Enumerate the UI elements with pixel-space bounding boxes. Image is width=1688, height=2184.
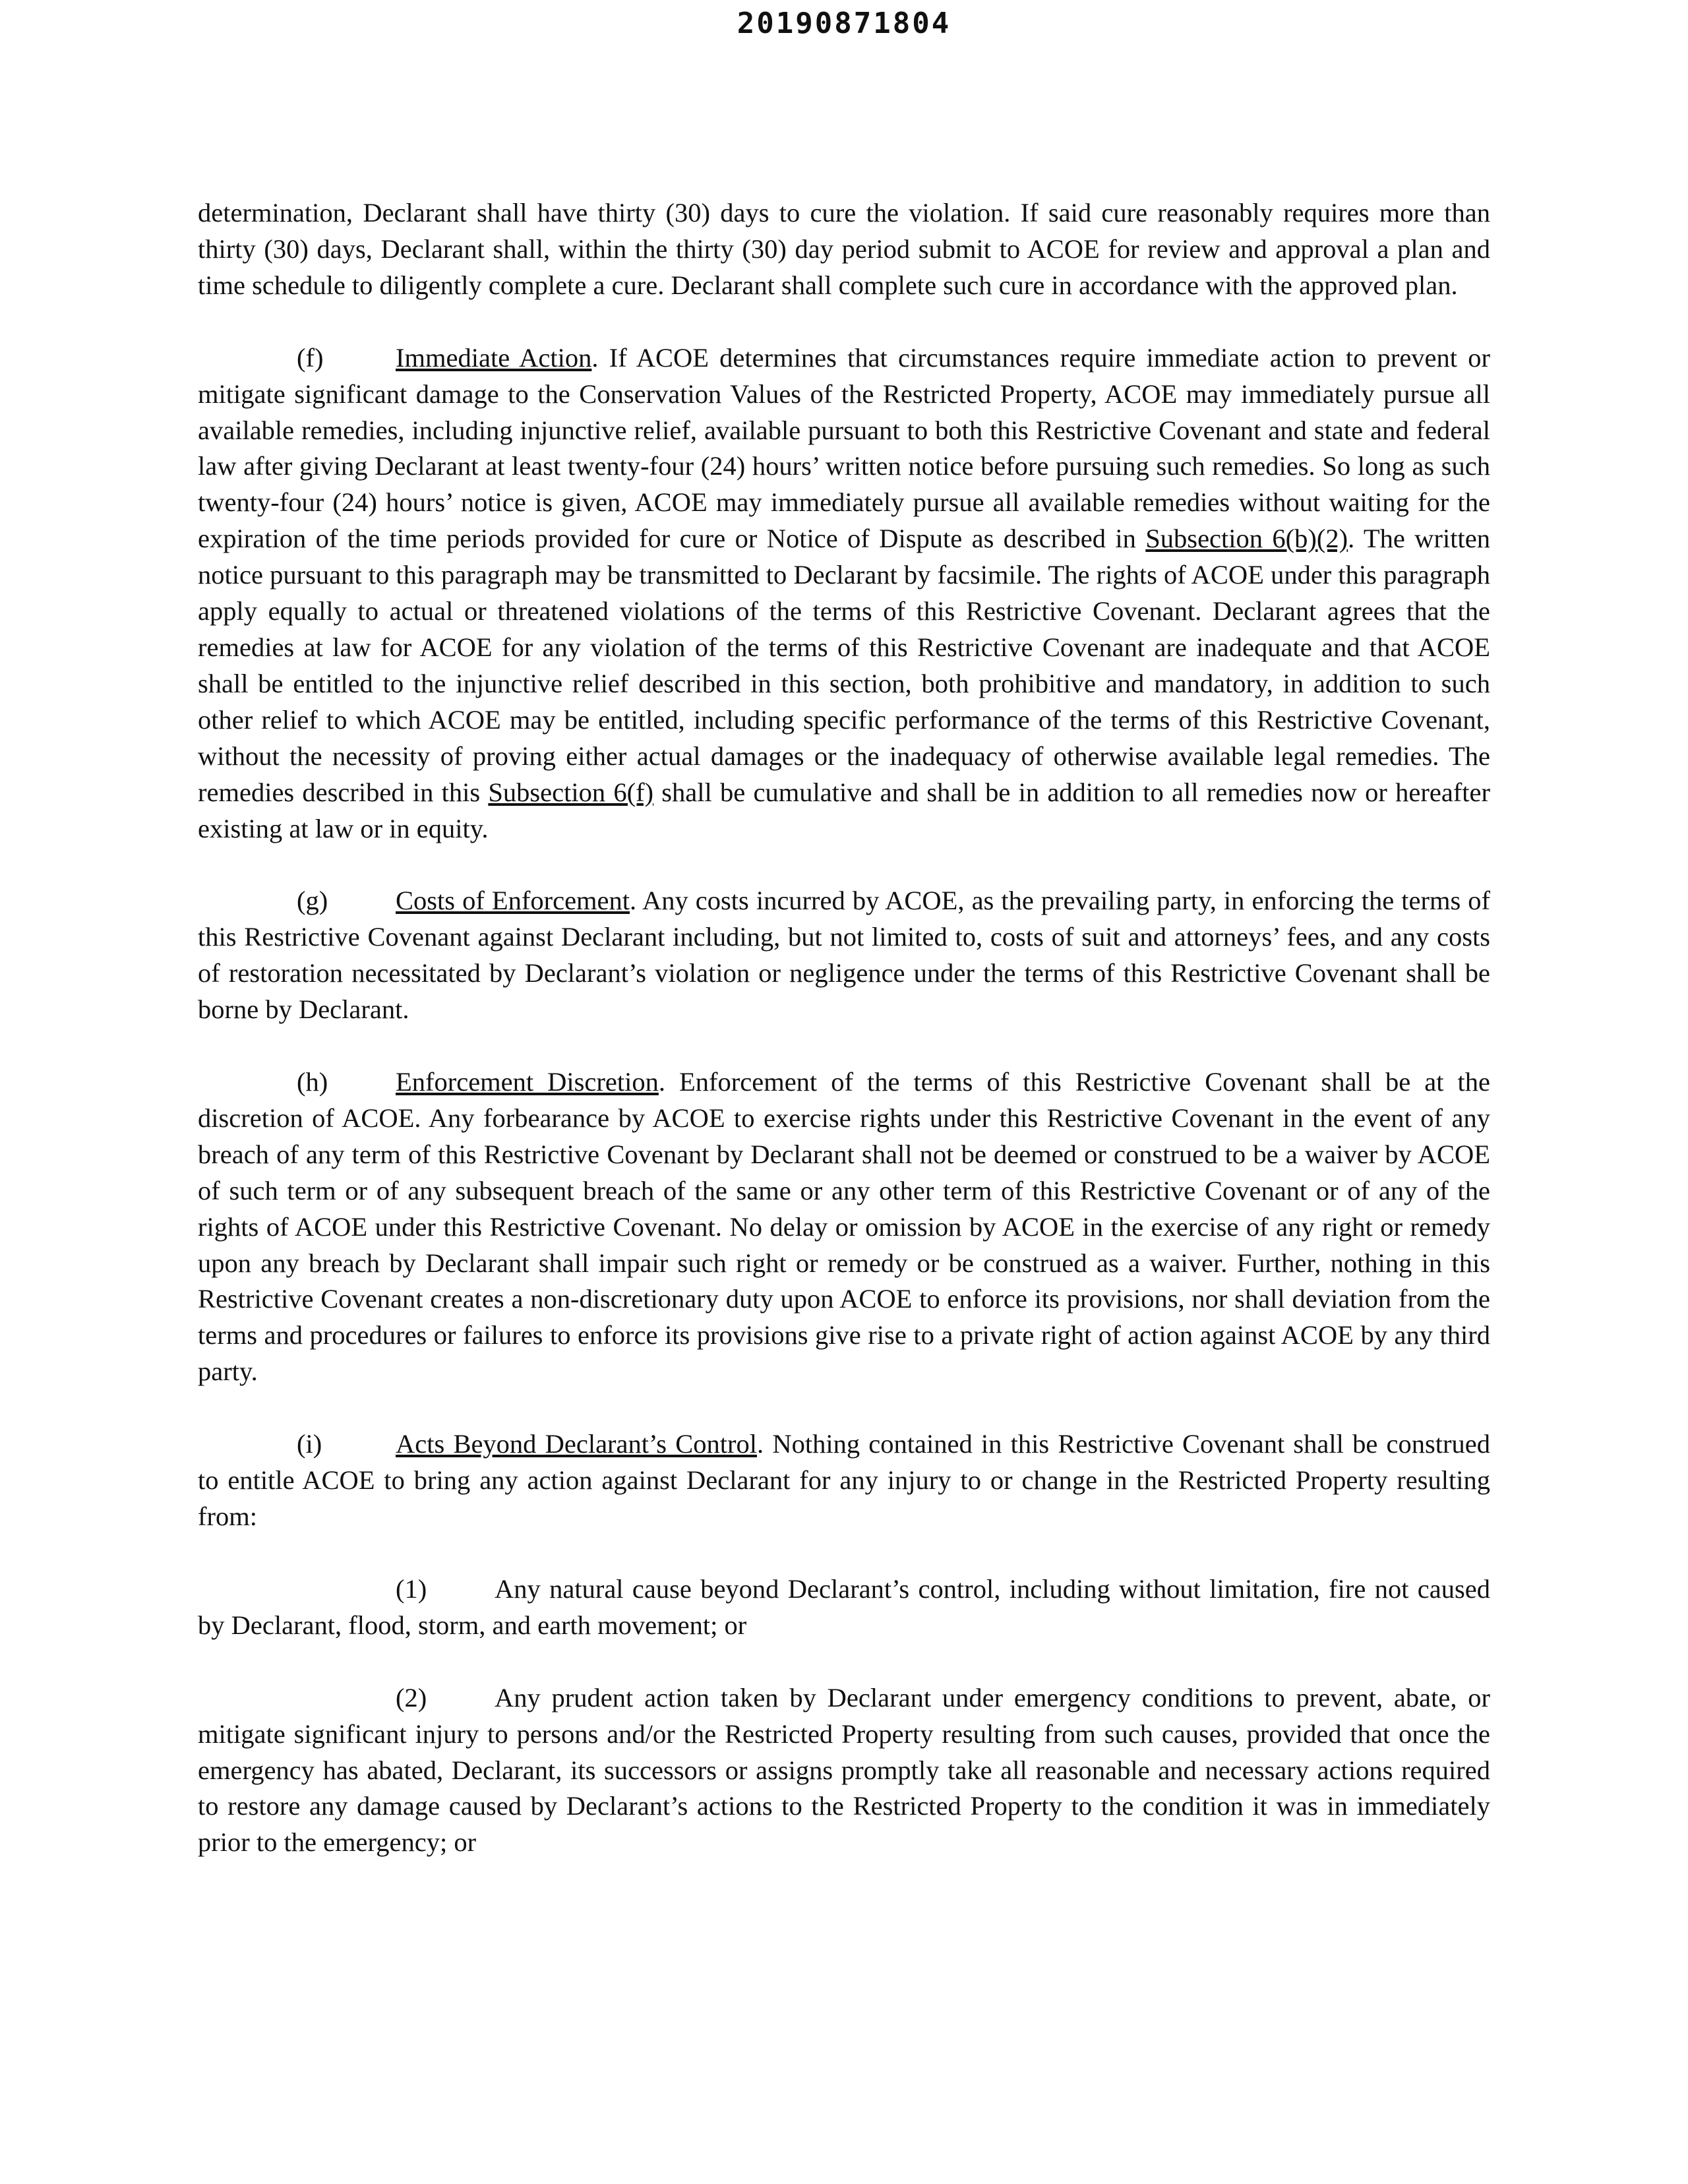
paragraph-text: Any natural cause beyond Declarant’s control, including without limitation, fire not caused by Declarant, flood, storm, and earth movement; or: [198, 1573, 1490, 1640]
paragraph-i-1: [198, 1571, 1490, 1644]
paragraph-text: determination, Declarant shall have thirty (30) days to cure the violation. If said cure reasonably requires more than thirty (30) days, Declarant shall, within the thirty (30) day period submit to ACOE for review and approval a plan and time schedule to diligently complete a cure. Declarant shall complete such cure in accordance with the approved plan.: [198, 198, 1490, 300]
paragraph-heading: Acts Beyond Declarant’s Control: [396, 1429, 757, 1459]
paragraph-heading: Costs of Enforcement: [396, 886, 630, 916]
paragraph-i-2: [198, 1680, 1490, 1862]
paragraph-f: [198, 340, 1490, 847]
paragraph-heading: Enforcement Discretion: [396, 1067, 659, 1097]
paragraph-text: . The written notice pursuant to this paragraph may be transmitted to Declarant by facsimile. The rights of ACOE under this paragraph apply equally to actual or threatened violations of the terms of this Restrictive Covenant. Declarant agrees that the remedies at law for ACOE for any violation of the terms of this Restrictive Covenant are inadequate and that ACOE shall be entitled to the injunctive relief described in this section, both prohibitive and mandatory, in addition to such other relief to which ACOE may be entitled, including specific performance of the terms of this Restrictive Covenant, without the necessity of proving either actual damages or the inadequacy of otherwise available legal remedies. The remedies described in this: [198, 524, 1490, 807]
paragraph-g: [198, 883, 1490, 1028]
paragraph-marker: (h): [297, 1067, 328, 1097]
paragraph-text: . Any costs incurred by ACOE, as the prevailing party, in enforcing the terms of this Restrictive Covenant against Declarant including, but not limited to, costs of suit and attorneys’ fees, and any costs of restoration necessitated by Declarant’s violation or negligence under the terms of this Restrictive Covenant shall be borne by Declarant.: [198, 886, 1490, 1025]
paragraph-text: . If ACOE determines that circumstances require immediate action to prevent or mitigate significant damage to the Conservation Values of the Restricted Property, ACOE may immediately pursue all available remedies, including injunctive relief, available pursuant to both this Restrictive Covenant and state and federal law after giving Declarant at least twenty-four (24) hours’ written notice before pursuing such remedies. So long as such twenty-four (24) hours’ notice is given, ACOE may immediately pursue all available remedies without waiting for the expiration of the time periods provided for cure or Notice of Dispute as described in: [198, 342, 1490, 554]
paragraph-marker: (i): [297, 1429, 322, 1459]
paragraph-text: shall be cumulative and shall be in addition to all remedies now or hereafter existing at law or in equity.: [198, 777, 1491, 843]
paragraph-heading: Immediate Action: [396, 342, 592, 373]
paragraph-text: . Nothing contained in this Restrictive Covenant shall be construed to entitle ACOE to bring any action against Declarant for any injury to or change in the Restricted Property resulting from:: [198, 1429, 1490, 1531]
paragraph-continuation: [198, 195, 1490, 304]
paragraph-marker: (2): [396, 1682, 427, 1713]
paragraph-h: [198, 1064, 1490, 1390]
paragraph-text: . Enforcement of the terms of this Restrictive Covenant shall be at the discretion of ACOE. Any forbearance by ACOE to exercise rights under this Restrictive Covenant in the event of any breach of any term of this Restrictive Covenant by Declarant shall not be deemed or construed to be a waiver by ACOE of such term or of any subsequent breach of the same or any other term of this Restrictive Covenant or of any of the rights of ACOE under this Restrictive Covenant. No delay or omission by ACOE in the exercise of any right or remedy upon any breach by Declarant shall impair such right or remedy or be construed as a waiver. Further, nothing in this Restrictive Covenant creates a non-discretionary duty upon ACOE to enforce its provisions, nor shall deviation from the terms and procedures or failures to enforce its provisions give rise to a private right of action against ACOE by any third party.: [198, 1067, 1490, 1387]
paragraph-marker: (f): [297, 342, 324, 373]
paragraph-marker: (g): [297, 886, 328, 916]
document-body: [198, 195, 1490, 1861]
document-number: 20190871804: [737, 7, 951, 40]
subsection-reference: Subsection 6(f): [488, 777, 654, 807]
subsection-reference: Subsection 6(b)(2): [1145, 524, 1348, 554]
paragraph-marker: (1): [396, 1573, 427, 1604]
paragraph-i: [198, 1426, 1490, 1535]
paragraph-text: Any prudent action taken by Declarant under emergency conditions to prevent, abate, or mitigate significant injury to persons and/or the Restricted Property resulting from such causes, provided that once the emergency has abated, Declarant, its successors or assigns promptly take all reasonable and necessary actions required to restore any damage caused by Declarant’s actions to the Restricted Property to the condition it was in immediately prior to the emergency; or: [198, 1682, 1490, 1858]
